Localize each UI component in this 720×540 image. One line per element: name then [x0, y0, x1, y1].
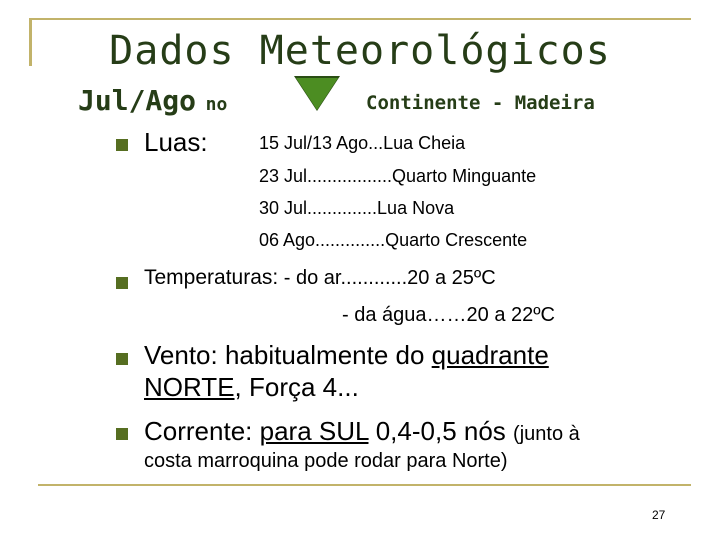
slide-title: Dados Meteorológicos	[109, 28, 611, 74]
temperaturas-label: Temperaturas	[144, 266, 273, 289]
bullet-square-icon	[116, 277, 128, 289]
luas-line-2: 23 Jul.................Quarto Minguante	[259, 166, 537, 186]
period-label: Jul/Ago	[78, 84, 197, 117]
bullet-square-icon	[116, 139, 128, 151]
down-triangle-icon	[296, 78, 338, 110]
corrente-label: Corrente	[144, 416, 246, 446]
frame-line-top	[29, 18, 691, 20]
corrente-line-1	[144, 416, 580, 447]
corrente-text-1: :	[245, 416, 260, 446]
vento-quadrante: quadrante	[431, 340, 549, 370]
corrente-note-2: costa marroquina pode rodar para Norte)	[144, 450, 508, 472]
no-label: no	[205, 94, 228, 115]
luas-line-1: 15 Jul/13 Ago...Lua Cheia	[259, 133, 466, 153]
luas-line-3: 30 Jul..............Lua Nova	[259, 198, 455, 218]
vento-label: Vento	[144, 340, 211, 370]
corrente-para-sul: para SUL	[259, 416, 369, 446]
bullet-square-icon	[116, 428, 128, 440]
vento-norte: NORTE	[144, 372, 235, 402]
temperaturas-line-1	[144, 266, 496, 290]
corrente-text-2: 0,4-0,5 nós	[368, 416, 514, 446]
page-number: 27	[652, 508, 666, 522]
temperatura-ar: - do ar............20 a 25ºC	[278, 267, 496, 289]
bullet-square-icon	[116, 353, 128, 365]
subtitle-region: Continente - Madeira	[366, 92, 595, 114]
temperatura-agua: - da água……20 a 22ºC	[342, 304, 555, 326]
subtitle-period	[78, 84, 227, 117]
luas-line-4: 06 Ago..............Quarto Crescente	[259, 230, 528, 250]
temperaturas-colon: :	[272, 266, 279, 289]
corrente-note-1: (junto à	[513, 423, 580, 445]
vento-text-2: , Força 4...	[234, 372, 359, 402]
vento-line-1	[144, 340, 549, 371]
vento-line-2	[144, 372, 359, 403]
frame-line-bottom	[38, 484, 691, 486]
luas-label: Luas:	[144, 127, 208, 157]
vento-text-1: : habitualmente do	[210, 340, 432, 370]
